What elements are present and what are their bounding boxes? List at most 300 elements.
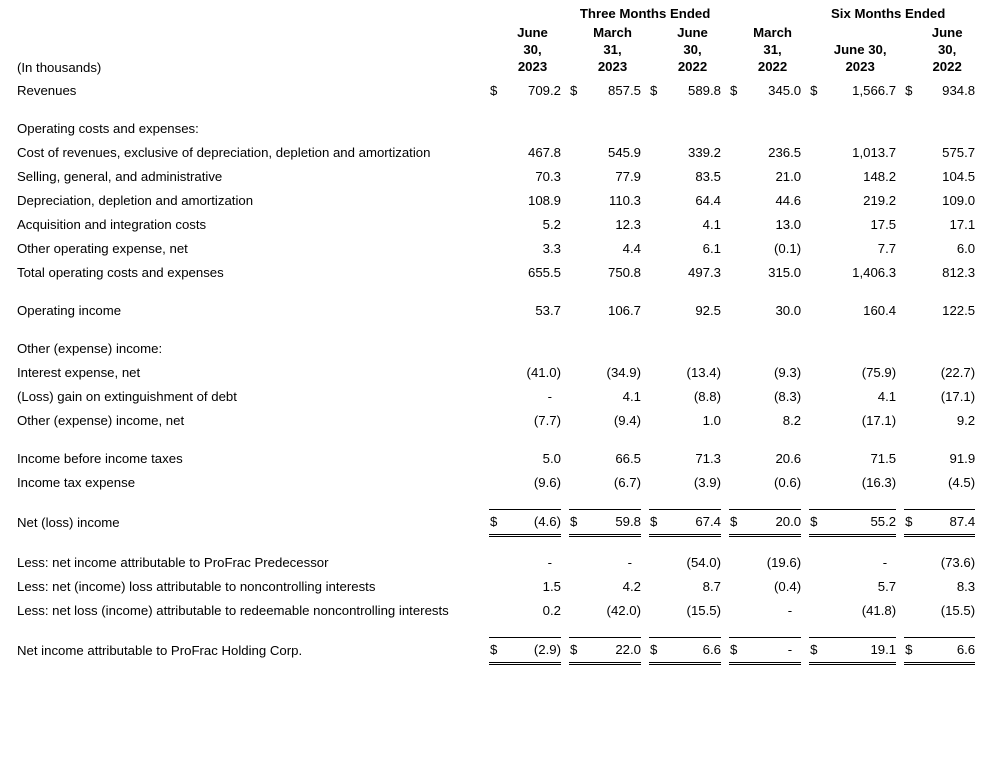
currency-symbol-col-2 (569, 447, 584, 471)
cell-value-col-1: (7.7) (533, 413, 561, 428)
cell-value-col-3: 71.3 (695, 451, 721, 466)
column-header-5 (824, 24, 896, 79)
currency-symbol-col-5 (809, 551, 824, 575)
column-gap (896, 299, 904, 323)
col-2-line-1: March (593, 25, 632, 40)
column-gap (721, 261, 729, 285)
table-body (17, 79, 978, 664)
spacer-cell (17, 623, 978, 638)
cell-value-col-2: 4.4 (622, 241, 641, 256)
currency-symbol-col-6 (904, 213, 919, 237)
group-header-three-months: Three Months Ended (579, 6, 711, 21)
column-gap (561, 551, 569, 575)
currency-symbol-col-6 (904, 575, 919, 599)
cell-value-col-1: 53.7 (535, 303, 561, 318)
currency-symbol-col-5 (809, 189, 824, 213)
currency-symbol-col-5 (809, 141, 824, 165)
currency-symbol-col-6 (904, 551, 919, 575)
row-label: Total operating costs and expenses (17, 265, 224, 280)
currency-symbol-col-5 (809, 165, 824, 189)
cell-value-col-3: 83.5 (695, 169, 721, 184)
column-gap (896, 551, 904, 575)
column-gap (801, 261, 809, 285)
col-1-line-1: June (517, 25, 548, 40)
column-gap (641, 261, 649, 285)
column-gap (641, 471, 649, 495)
col-6-gap (896, 24, 904, 79)
table-header (17, 0, 978, 79)
group-header-six-months: Six Months Ended (831, 6, 946, 21)
currency-symbol-col-1 (489, 299, 504, 323)
cell-value-col-6: (22.7) (940, 365, 976, 380)
row-values-empty (489, 117, 978, 141)
currency-symbol-col-4: $ (730, 83, 738, 98)
cell-value-col-2: 66.5 (615, 451, 641, 466)
currency-symbol-col-4: $ (729, 510, 744, 536)
column-gap (721, 409, 729, 433)
currency-symbol-col-2 (569, 299, 584, 323)
column-gap (641, 213, 649, 237)
col-3-line-2: 30, (683, 42, 702, 57)
cell-value-col-4: (0.1) (774, 241, 802, 256)
cell-value-col-4: 20.0 (744, 510, 801, 536)
currency-symbol-col-3 (649, 551, 664, 575)
table-row (17, 213, 978, 237)
cell-value-col-5: 219.2 (863, 193, 897, 208)
currency-symbol-col-3 (649, 409, 664, 433)
currency-symbol-col-4 (729, 599, 744, 623)
currency-symbol-col-6 (904, 471, 919, 495)
currency-symbol-col-4 (729, 575, 744, 599)
cell-value-col-1: 5.2 (542, 217, 561, 232)
row-label: Other (expense) income, net (17, 413, 185, 428)
column-gap (896, 141, 904, 165)
cell-value-col-5: 7.7 (877, 241, 897, 256)
cell-value-col-3: 589.8 (687, 83, 721, 98)
column-gap (896, 638, 904, 664)
cell-value-col-2: - (627, 555, 632, 570)
col-6-line-3: 2022 (932, 59, 962, 74)
col-5-gap (801, 24, 809, 79)
column-gap (896, 409, 904, 433)
spacer-cell (17, 103, 978, 117)
column-gap (641, 575, 649, 599)
column-header-row (17, 24, 978, 79)
column-gap (561, 141, 569, 165)
column-gap (641, 79, 649, 103)
column-gap (721, 447, 729, 471)
column-gap (801, 165, 809, 189)
col-2-gap (561, 24, 569, 79)
cell-value-col-6: 8.3 (956, 579, 976, 594)
cell-value-col-1: 5.0 (542, 451, 561, 466)
currency-symbol-col-5 (809, 299, 824, 323)
currency-symbol-col-2 (569, 165, 584, 189)
cell-value-col-4: 21.0 (775, 169, 802, 184)
col-1-symbol-spacer (489, 24, 504, 79)
currency-symbol-col-4 (729, 409, 744, 433)
currency-symbol-col-1 (489, 237, 504, 261)
currency-symbol-col-2: $ (569, 638, 584, 664)
row-label: Other operating expense, net (17, 241, 188, 256)
cell-value-col-1: 467.8 (527, 145, 561, 160)
cell-value-col-2: 857.5 (607, 83, 641, 98)
table-row (17, 165, 978, 189)
col-5-line-1: June 30, (833, 42, 887, 57)
cell-value-col-2: 4.1 (622, 389, 641, 404)
currency-symbol-col-5: $ (810, 83, 818, 98)
cell-value-col-3: (3.9) (693, 475, 721, 490)
column-gap (801, 189, 809, 213)
currency-symbol-col-1 (489, 189, 504, 213)
currency-symbol-col-3 (649, 575, 664, 599)
currency-symbol-col-1 (489, 447, 504, 471)
cell-value-col-4: 345.0 (768, 83, 802, 98)
col-1-line-3: 2023 (517, 59, 548, 74)
column-gap (721, 510, 729, 536)
currency-symbol-col-5 (809, 599, 824, 623)
cell-value-col-5: 17.5 (870, 217, 897, 232)
column-header-3 (664, 24, 721, 79)
column-gap (801, 409, 809, 433)
currency-symbol-col-3 (649, 141, 664, 165)
table-row (17, 409, 978, 433)
column-gap (721, 165, 729, 189)
currency-symbol-col-5 (809, 261, 824, 285)
cell-value-col-6: (15.5) (940, 603, 976, 618)
cell-value-col-6: 9.2 (956, 413, 976, 428)
row-label: Cost of revenues, exclusive of depreciation, depletion and amortization (17, 145, 431, 160)
currency-symbol-col-4 (729, 471, 744, 495)
column-gap (801, 299, 809, 323)
currency-symbol-col-1 (489, 599, 504, 623)
column-gap (721, 551, 729, 575)
cell-value-col-4: - (787, 603, 793, 618)
currency-symbol-col-2 (569, 471, 584, 495)
column-gap (801, 361, 809, 385)
cell-value-col-1: - (547, 555, 552, 570)
column-gap (801, 575, 809, 599)
cell-value-col-1: 655.5 (527, 265, 561, 280)
cell-value-col-5: 71.5 (870, 451, 897, 466)
column-gap (801, 213, 809, 237)
cell-value-col-5: 148.2 (863, 169, 897, 184)
column-gap (641, 447, 649, 471)
currency-symbol-col-1 (489, 471, 504, 495)
table-row (17, 551, 978, 575)
col-3-symbol-spacer (649, 24, 664, 79)
cell-value-col-2: 22.0 (584, 638, 641, 664)
cell-value-col-4: (0.6) (774, 475, 802, 490)
cell-value-col-4: (19.6) (766, 555, 802, 570)
currency-symbol-col-2 (569, 189, 584, 213)
currency-symbol-col-2 (569, 575, 584, 599)
cell-value-col-1: (41.0) (526, 365, 561, 380)
cell-value-col-3: 67.4 (664, 510, 721, 536)
column-gap (561, 237, 569, 261)
column-gap (641, 551, 649, 575)
currency-symbol-col-1 (489, 261, 504, 285)
col-3-line-3: 2022 (677, 59, 708, 74)
cell-value-col-5: (75.9) (861, 365, 897, 380)
cell-value-col-2: 77.9 (615, 169, 641, 184)
table-row (17, 261, 978, 285)
col-4-symbol-spacer (729, 24, 744, 79)
currency-symbol-col-6: $ (905, 83, 913, 98)
currency-symbol-col-5 (809, 409, 824, 433)
table-row (17, 299, 978, 323)
column-gap (721, 361, 729, 385)
cell-value-col-2: 106.7 (607, 303, 641, 318)
spacer-cell (17, 433, 978, 447)
cell-value-col-5: 1,566.7 (852, 83, 897, 98)
cell-value-col-5: 4.1 (877, 389, 897, 404)
column-gap (896, 261, 904, 285)
cell-value-col-1: - (547, 389, 552, 404)
row-spacer (17, 536, 978, 552)
col-5-line-2: 2023 (845, 59, 875, 74)
currency-symbol-col-4 (729, 189, 744, 213)
column-gap (561, 299, 569, 323)
column-gap (641, 165, 649, 189)
column-gap (721, 189, 729, 213)
row-label: Operating income (17, 303, 122, 318)
column-gap (721, 299, 729, 323)
spacer-cell (17, 323, 978, 337)
row-label: Other (expense) income: (17, 341, 163, 356)
table-row (17, 237, 978, 261)
column-gap (896, 361, 904, 385)
column-gap (801, 447, 809, 471)
row-label: Operating costs and expenses: (17, 121, 199, 136)
row-spacer (17, 495, 978, 510)
currency-symbol-col-3: $ (649, 510, 664, 536)
column-gap (801, 599, 809, 623)
currency-symbol-col-5 (809, 471, 824, 495)
column-gap (721, 471, 729, 495)
row-label: Revenues (17, 83, 77, 98)
cell-value-col-4: 236.5 (768, 145, 802, 160)
currency-symbol-col-6 (904, 599, 919, 623)
column-gap (721, 79, 729, 103)
currency-symbol-col-1 (489, 141, 504, 165)
column-header-2 (584, 24, 641, 79)
cell-value-col-6: 6.6 (919, 638, 975, 664)
column-gap (641, 599, 649, 623)
currency-symbol-col-2 (569, 213, 584, 237)
cell-value-col-3: (54.0) (686, 555, 721, 570)
currency-symbol-col-4 (729, 361, 744, 385)
row-spacer (17, 103, 978, 117)
currency-symbol-col-3 (649, 213, 664, 237)
cell-value-col-6: 934.8 (942, 83, 976, 98)
currency-symbol-col-6 (904, 261, 919, 285)
currency-symbol-col-1 (489, 165, 504, 189)
currency-symbol-col-6 (904, 385, 919, 409)
row-label: Depreciation, depletion and amortization (17, 193, 254, 208)
col-6-line-1: June (931, 25, 963, 40)
cell-value-col-5: (41.8) (861, 603, 897, 618)
currency-symbol-col-6 (904, 165, 919, 189)
column-header-6 (919, 24, 975, 79)
col-3-line-1: June (677, 25, 708, 40)
currency-symbol-col-3 (649, 299, 664, 323)
cell-value-col-1: (9.6) (533, 475, 561, 490)
column-gap (896, 79, 904, 103)
column-gap (801, 551, 809, 575)
column-gap (896, 385, 904, 409)
cell-value-col-4: 8.2 (782, 413, 802, 428)
col-6-symbol-spacer (904, 24, 919, 79)
currency-symbol-col-5 (809, 361, 824, 385)
cell-value-col-1: 70.3 (535, 169, 561, 184)
group-header-spacer (17, 0, 489, 24)
column-gap (896, 510, 904, 536)
column-gap (641, 237, 649, 261)
cell-value-col-6: 91.9 (949, 451, 976, 466)
cell-value-col-6: 109.0 (942, 193, 976, 208)
column-gap (721, 141, 729, 165)
currency-symbol-col-2 (569, 361, 584, 385)
cell-value-col-3: 4.1 (702, 217, 721, 232)
row-label: Net income attributable to ProFrac Holding Corp. (17, 642, 303, 658)
column-gap (896, 471, 904, 495)
spacer-cell (17, 536, 978, 552)
row-spacer (17, 285, 978, 299)
cell-value-col-2: 12.3 (615, 217, 641, 232)
table-row-section-header (17, 337, 978, 361)
currency-symbol-col-2 (569, 551, 584, 575)
cell-value-col-5: (17.1) (861, 413, 897, 428)
row-label: Acquisition and integration costs (17, 217, 207, 232)
currency-symbol-col-2 (569, 599, 584, 623)
row-label: Income before income taxes (17, 451, 183, 466)
currency-symbol-col-4 (729, 551, 744, 575)
table-row (17, 575, 978, 599)
currency-symbol-col-4: $ (729, 638, 744, 664)
currency-symbol-col-1 (489, 551, 504, 575)
col-4-gap (721, 24, 729, 79)
currency-symbol-col-4 (729, 237, 744, 261)
currency-symbol-col-1 (489, 575, 504, 599)
column-gap (896, 189, 904, 213)
cell-value-col-6: 122.5 (942, 303, 976, 318)
cell-value-col-4: 30.0 (775, 303, 802, 318)
cell-value-col-5: (16.3) (861, 475, 897, 490)
currency-symbol-col-6 (904, 237, 919, 261)
currency-symbol-col-4 (729, 141, 744, 165)
row-label: Less: net loss (income) attributable to redeemable noncontrolling interests (17, 603, 449, 618)
row-label: Selling, general, and administrative (17, 169, 223, 184)
cell-value-col-2: 59.8 (584, 510, 641, 536)
cell-value-col-6: 812.3 (942, 265, 976, 280)
column-gap (641, 638, 649, 664)
column-gap (896, 447, 904, 471)
currency-symbol-col-3 (649, 165, 664, 189)
currency-symbol-col-6: $ (904, 638, 919, 664)
currency-symbol-col-3 (649, 361, 664, 385)
table-row-section-header (17, 117, 978, 141)
currency-symbol-col-5: $ (809, 638, 824, 664)
cell-value-col-6: (4.5) (948, 475, 976, 490)
cell-value-col-4: (9.3) (774, 365, 802, 380)
spacer-cell (17, 285, 978, 299)
cell-value-col-6: (17.1) (940, 389, 976, 404)
column-gap (641, 510, 649, 536)
currency-symbol-col-1 (489, 213, 504, 237)
column-gap (721, 575, 729, 599)
group-header-row (17, 0, 978, 24)
currency-symbol-col-5 (809, 447, 824, 471)
col-2-line-3: 2023 (597, 59, 628, 74)
currency-symbol-col-6 (904, 361, 919, 385)
column-gap (561, 471, 569, 495)
currency-symbol-col-3: $ (649, 638, 664, 664)
table-row (17, 361, 978, 385)
cell-value-col-4: 20.6 (775, 451, 802, 466)
cell-value-col-3: 6.1 (702, 241, 721, 256)
column-gap (561, 165, 569, 189)
cell-value-col-6: 17.1 (949, 217, 976, 232)
cell-value-col-5: 1,406.3 (852, 265, 897, 280)
column-gap (561, 447, 569, 471)
table-row-total (17, 510, 978, 536)
column-gap (801, 510, 809, 536)
col-2-symbol-spacer (569, 24, 584, 79)
column-gap (561, 385, 569, 409)
cell-value-col-1: (2.9) (504, 638, 561, 664)
currency-symbol-col-4 (729, 261, 744, 285)
cell-value-col-3: 339.2 (687, 145, 721, 160)
cell-value-col-5: - (882, 555, 888, 570)
cell-value-col-5: 55.2 (824, 510, 896, 536)
units-label: (In thousands) (17, 60, 102, 75)
currency-symbol-col-3 (649, 599, 664, 623)
currency-symbol-col-1: $ (489, 638, 504, 664)
column-gap (641, 409, 649, 433)
currency-symbol-col-2: $ (569, 510, 584, 536)
currency-symbol-col-1 (489, 385, 504, 409)
column-gap (721, 213, 729, 237)
column-gap (801, 79, 809, 103)
row-label: Less: net income attributable to ProFrac Predecessor (17, 555, 329, 570)
column-gap (721, 599, 729, 623)
currency-symbol-col-3 (649, 189, 664, 213)
cell-value-col-2: 4.2 (622, 579, 641, 594)
cell-value-col-2: (34.9) (606, 365, 641, 380)
cell-value-col-3: 6.6 (664, 638, 721, 664)
table-row (17, 189, 978, 213)
column-gap (896, 165, 904, 189)
col-6-line-2: 30, (937, 42, 957, 57)
table-row-total (17, 638, 978, 664)
column-gap (801, 237, 809, 261)
cell-value-col-5: 19.1 (824, 638, 896, 664)
cell-value-col-3: 1.0 (702, 413, 721, 428)
currency-symbol-col-4 (729, 213, 744, 237)
column-gap (561, 79, 569, 103)
cell-value-col-1: 709.2 (527, 83, 561, 98)
currency-symbol-col-4 (729, 299, 744, 323)
column-gap (896, 575, 904, 599)
column-gap (561, 213, 569, 237)
column-gap (641, 361, 649, 385)
cell-value-col-5: 1,013.7 (852, 145, 897, 160)
row-spacer (17, 433, 978, 447)
currency-symbol-col-1 (489, 409, 504, 433)
currency-symbol-col-6 (904, 409, 919, 433)
currency-symbol-col-1: $ (489, 510, 504, 536)
